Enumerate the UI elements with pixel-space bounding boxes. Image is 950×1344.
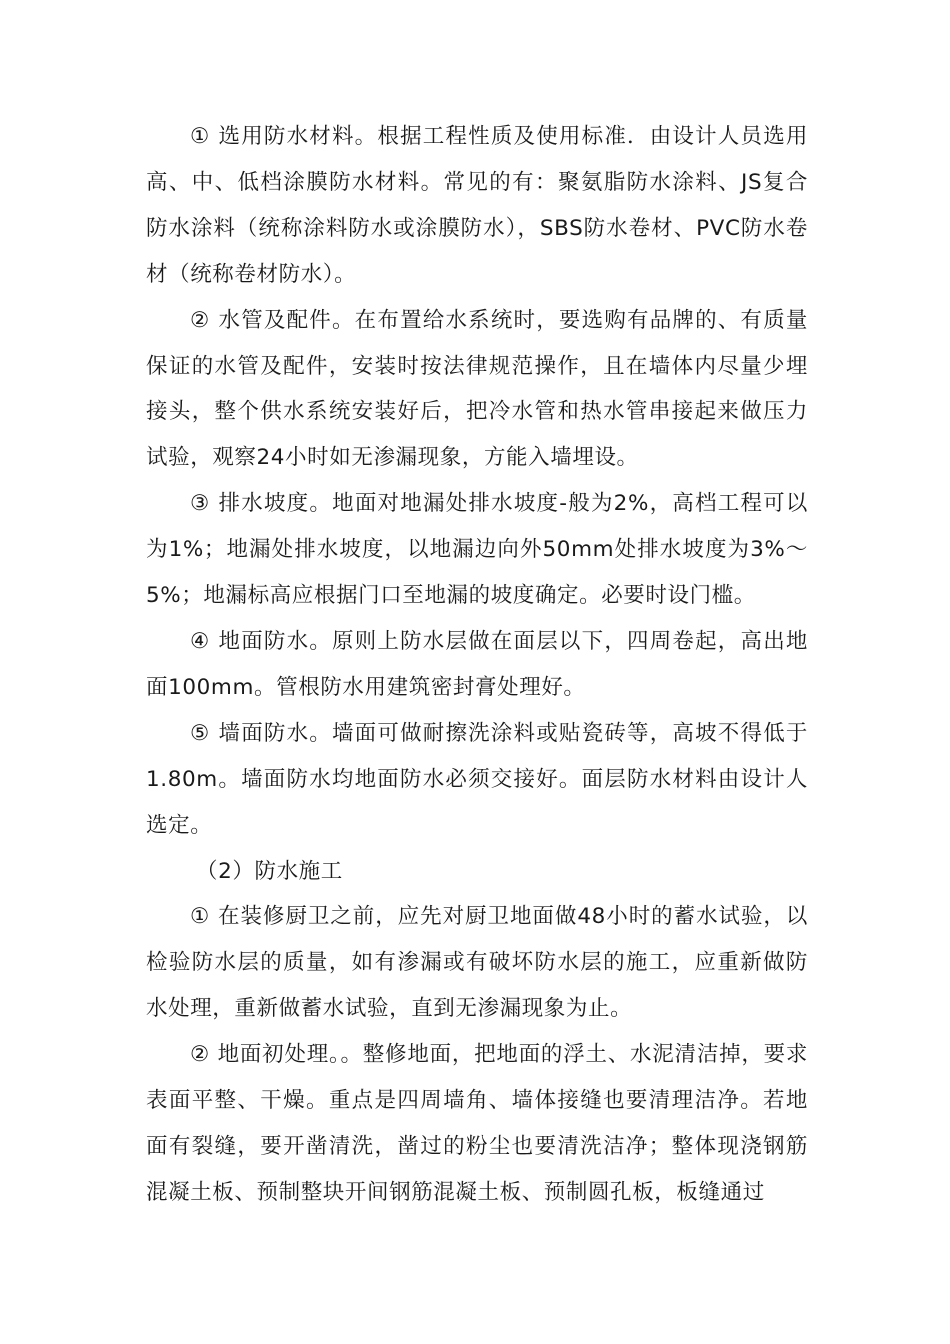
paragraph-pipes-fittings: ② 水管及配件。在布置给水系统时，要选购有品牌的、有质量保证的水管及配件，安装时按法律规范操作，且在墙体内尽量少埋接头，整个供水系统安装好后，把冷水管和热水管串接起来做压力试验，观察24小时如无渗漏现象，方能入墙埋设。 (146, 307, 808, 471)
paragraph-material-selection: ① 选用防水材料。根据工程性质及使用标准．由设计人员选用高、中、低档涂膜防水材料。常见的有：聚氨脂防水涂料、JS复合防水涂料（统称涂料防水或涂膜防水），SBS防水卷材、PVC防水卷材（统称卷材防水）。 (146, 124, 808, 287)
paragraph-floor-preparation: ② 地面初处理。。整修地面，把地面的浮土、水泥清洁掉，要求表面平整、干燥。重点是四周墙角、墙体接缝也要清理洁净。若地面有裂缝，要开凿清洗，凿过的粉尘也要清洗洁净；整体现浇钢筋混凝土板、预制整块开间钢筋混凝土板、预制圆孔板，板缝通过 (146, 1042, 808, 1205)
document-body (146, 114, 808, 1216)
paragraph-wall-waterproofing: ⑤ 墙面防水。墙面可做耐擦洗涂料或贴瓷砖等，高坡不得低于1.80m。墙面防水均地面防水必须交接好。面层防水材料由设计人选定。 (146, 720, 808, 838)
section-heading-construction: （2）防水施工 (196, 858, 343, 884)
paragraph-water-test: ① 在装修厨卫之前，应先对厨卫地面做48小时的蓄水试验，以检验防水层的质量，如有渗漏或有破坏防水层的施工，应重新做防水处理，重新做蓄水试验，直到无渗漏现象为止。 (146, 904, 808, 1022)
paragraph-drainage-slope: ③ 排水坡度。地面对地漏处排水坡度-般为2%，高档工程可以为1%；地漏处排水坡度，以地漏边向外50mm处排水坡度为3%～5%；地漏标高应根据门口至地漏的坡度确定。必要时设门槛。 (146, 491, 808, 609)
paragraph-floor-waterproofing: ④ 地面防水。原则上防水层做在面层以下，四周卷起，高出地面100mm。管根防水用建筑密封膏处理好。 (146, 628, 808, 700)
